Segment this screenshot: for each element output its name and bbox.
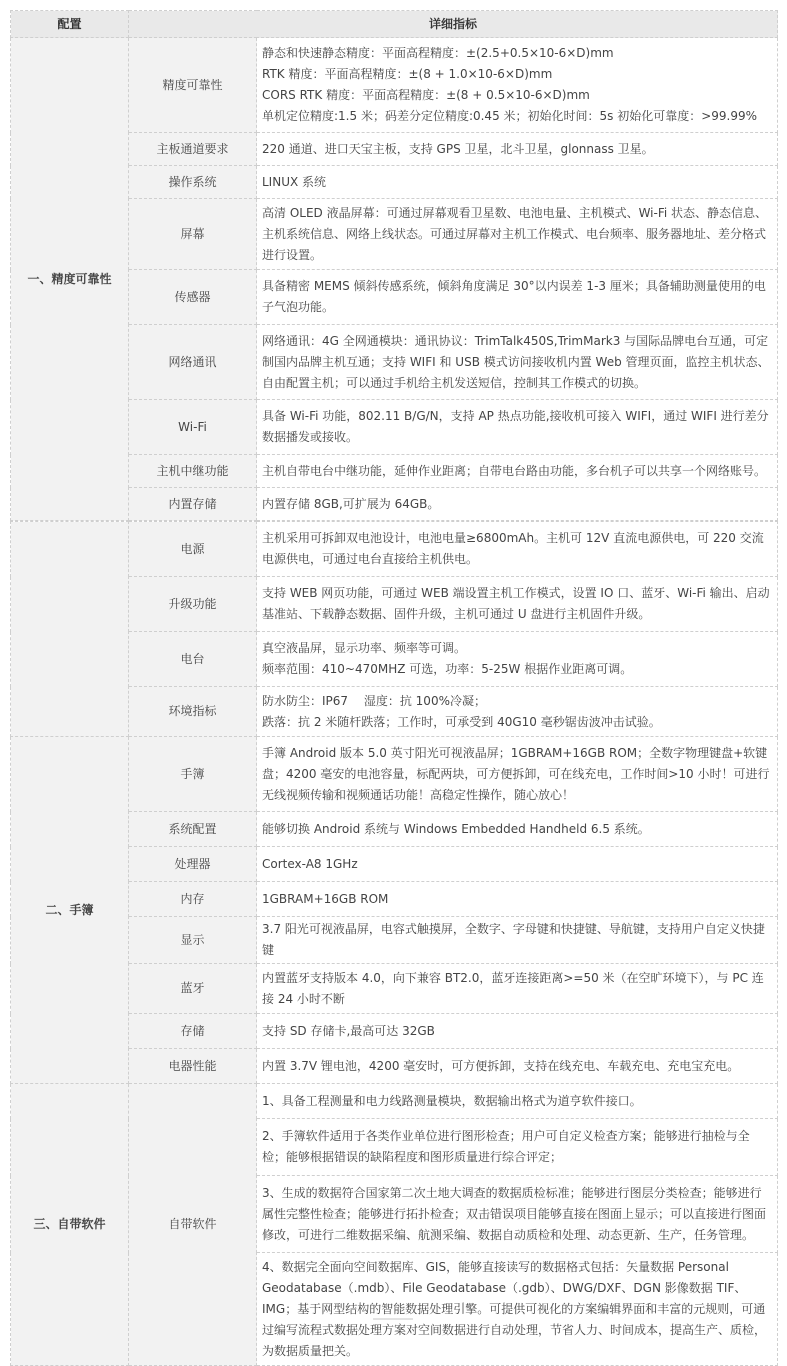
detail-cell	[257, 199, 778, 270]
item-label: 自带软件	[129, 1084, 257, 1366]
spec-table-1	[10, 10, 778, 521]
table-row	[11, 522, 778, 577]
header-detail: 详细指标	[129, 11, 778, 38]
detail-line: 网络通讯：4G 全网通模块：通讯协议：TrimTalk450S,TrimMark3 与国际品牌电台互通，可定制国内品牌主机互通；支持 WIFI 和 USB 模式访问接收机内置 Web 管理页面，监控主机状态、自由配置主机；可以通过手机给主机发送短信，控制其工作模式的切换。	[262, 333, 770, 390]
item-label: 电台	[129, 632, 257, 687]
detail-line: 手簿 Android 版本 5.0 英寸阳光可视液晶屏；1GBRAM+16GB ROM；全数字物理键盘+软键盘；4200 毫安的电池容量，标配两块，可方便拆卸，可在线充电，工作时间>10 小时！可进行无线视频传输和视频通话功能！高稳定性操作，随心放心！	[262, 745, 770, 802]
detail-line: 高清 OLED 液晶屏幕：可通过屏幕观看卫星数、电池电量、主机模式、Wi-Fi 状态、静态信息、主机系统信息、网络上线状态。可通过屏幕对主机工作模式、电台频率、服务器地址、差分格式进行设置。	[262, 205, 768, 262]
detail-line: 内置蓝牙支持版本 4.0，向下兼容 BT2.0，蓝牙连接距离>=50 米（在空旷环境下），与 PC 连接 24 小时不断	[262, 970, 764, 1006]
table-header-row	[11, 11, 778, 38]
table-row	[11, 1084, 778, 1119]
item-label: 主机中继功能	[129, 455, 257, 488]
detail-cell	[257, 632, 778, 687]
detail-cell	[257, 400, 778, 455]
section-label: 一、精度可靠性	[11, 38, 129, 521]
detail-cell	[257, 38, 778, 133]
section-label: 三、自带软件	[11, 1084, 129, 1366]
detail-cell	[257, 737, 778, 812]
detail-cell	[257, 325, 778, 400]
item-label: 蓝牙	[129, 964, 257, 1014]
detail-cell	[257, 455, 778, 488]
item-label: 主板通道要求	[129, 133, 257, 166]
detail-cell	[257, 166, 778, 199]
detail-cell: 3、生成的数据符合国家第二次土地大调查的数据质检标准；能够进行图层分类检查；能够进行属性完整性检查；能够进行拓扑检查；双击错误项目能够直接在图面上显示；可以直接进行图面修改，可进行二维数据采编、航测采编、数据自动质检和处理、动态更新、生产，任务管理。	[257, 1176, 778, 1253]
table-row	[11, 38, 778, 133]
detail-line: 跌落：抗 2 米随杆跌落；工作时，可承受到 40G10 毫秒锯齿波冲击试验。	[262, 714, 661, 729]
item-label: Wi-Fi	[129, 400, 257, 455]
detail-line: RTK 精度：平面高程精度：±(8 + 1.0×10-6×D)mm	[262, 67, 553, 81]
detail-line: 能够切换 Android 系统与 Windows Embedded Handheld 6.5 系统。	[262, 821, 650, 836]
detail-cell	[257, 917, 778, 964]
detail-cell: 2、手簿软件适用于各类作业单位进行图形检查；用户可自定义检查方案；能够进行抽检与全检；能够根据错误的缺陷程度和图形质量进行综合评定；	[257, 1119, 778, 1176]
detail-line: 具备 Wi-Fi 功能，802.11 B/G/N，支持 AP 热点功能,接收机可接入 WIFI，通过 WIFI 进行差分数据播发或接收。	[262, 409, 769, 444]
detail-line: 主机自带电台中继功能，延伸作业距离；自带电台路由功能，多台机子可以共享一个网络账号。	[262, 463, 767, 478]
item-label: 电源	[129, 522, 257, 577]
item-label: 系统配置	[129, 812, 257, 847]
detail-line: LINUX 系统	[262, 174, 327, 189]
detail-cell	[257, 488, 778, 521]
header-config: 配置	[11, 11, 129, 38]
detail-cell	[257, 1014, 778, 1049]
detail-cell	[257, 133, 778, 166]
detail-cell	[257, 522, 778, 577]
detail-line: 内置存储 8GB,可扩展为 64GB。	[262, 496, 440, 511]
item-label: 电器性能	[129, 1049, 257, 1084]
detail-line: 主机采用可拆卸双电池设计，电池电量≥6800mAh。主机可 12V 直流电源供电，可 220 交流电源供电，可通过电台直接给主机供电。	[262, 531, 764, 566]
detail-line: CORS RTK 精度：平面高程精度：±(8 + 0.5×10-6×D)mm	[262, 88, 590, 102]
item-label: 升级功能	[129, 577, 257, 632]
detail-line: 支持 SD 存储卡,最高可达 32GB	[262, 1023, 435, 1038]
bottom-divider	[373, 1318, 413, 1320]
detail-cell	[257, 270, 778, 325]
detail-line: 单机定位精度:1.5 米；码差分定位精度:0.45 米；初始化时间：5s 初始化可靠度：>99.99%	[262, 109, 758, 123]
detail-cell: 4、数据完全面向空间数据库、GIS，能够直接读写的数据格式包括：矢量数据 Personal Geodatabase（.mdb）、File Geodatabase（.gdb）、DWG/DXF、DGN 影像数据 TIF、IMG；基于网型结构的智能数据处理引擎。可提供可视化的方案编辑界面和丰富的元规则，可通过编写流程式数据处理方案对空间数据进行自动处理，节省人力、时间成本，提高生产、质检，为数据质量把关。	[257, 1253, 778, 1366]
item-label: 屏幕	[129, 199, 257, 270]
detail-cell	[257, 1049, 778, 1084]
section-label: 二、手簿	[11, 737, 129, 1084]
detail-line: 3.7 阳光可视液晶屏，电容式触摸屏，全数字、字母键和快捷键、导航键，支持用户自定义快捷键	[262, 922, 765, 957]
detail-cell	[257, 812, 778, 847]
detail-line: 频率范围：410~470MHZ 可选，功率：5-25W 根据作业距离可调。	[262, 662, 633, 676]
detail-cell	[257, 577, 778, 632]
detail-cell	[257, 847, 778, 882]
item-label: 存储	[129, 1014, 257, 1049]
detail-line: 静态和快速静态精度：平面高程精度：±(2.5+0.5×10-6×D)mm	[262, 46, 614, 60]
detail-cell	[257, 687, 778, 737]
spec-table-2	[10, 521, 778, 1366]
detail-line: 1GBRAM+16GB ROM	[262, 891, 389, 906]
detail-line: Cortex-A8 1GHz	[262, 856, 358, 871]
item-label: 操作系统	[129, 166, 257, 199]
item-label: 显示	[129, 917, 257, 964]
item-label: 环境指标	[129, 687, 257, 737]
detail-line: 防水防尘：IP67 湿度：抗 100%冷凝；	[262, 693, 486, 708]
detail-line: 支持 WEB 网页功能，可通过 WEB 端设置主机工作模式，设置 IO 口、蓝牙、Wi-Fi 输出、启动基准站、下载静态数据、固件升级，主机可通过 U 盘进行主机固件升级。	[262, 586, 770, 621]
detail-cell	[257, 882, 778, 917]
detail-line: 具备精密 MEMS 倾斜传感系统，倾斜角度满足 30°以内误差 1-3 厘米；具备辅助测量使用的电子气泡功能。	[262, 279, 766, 314]
detail-cell	[257, 964, 778, 1014]
detail-line: 内置 3.7V 锂电池，4200 毫安时，可方便拆卸，支持在线充电、车载充电、充电宝充电。	[262, 1058, 740, 1073]
item-label: 处理器	[129, 847, 257, 882]
detail-cell: 1、具备工程测量和电力线路测量模块，数据输出格式为道亨软件接口。	[257, 1084, 778, 1119]
item-label: 手簿	[129, 737, 257, 812]
item-label: 传感器	[129, 270, 257, 325]
item-label: 内置存储	[129, 488, 257, 521]
detail-line: 220 通道、进口天宝主板，支持 GPS 卫星，北斗卫星，glonnass 卫星。	[262, 141, 654, 156]
item-label: 精度可靠性	[129, 38, 257, 133]
detail-line: 真空液晶屏，显示功率、频率等可调。	[262, 641, 467, 655]
item-label: 网络通讯	[129, 325, 257, 400]
table-row	[11, 737, 778, 812]
section-label	[11, 522, 129, 737]
item-label: 内存	[129, 882, 257, 917]
